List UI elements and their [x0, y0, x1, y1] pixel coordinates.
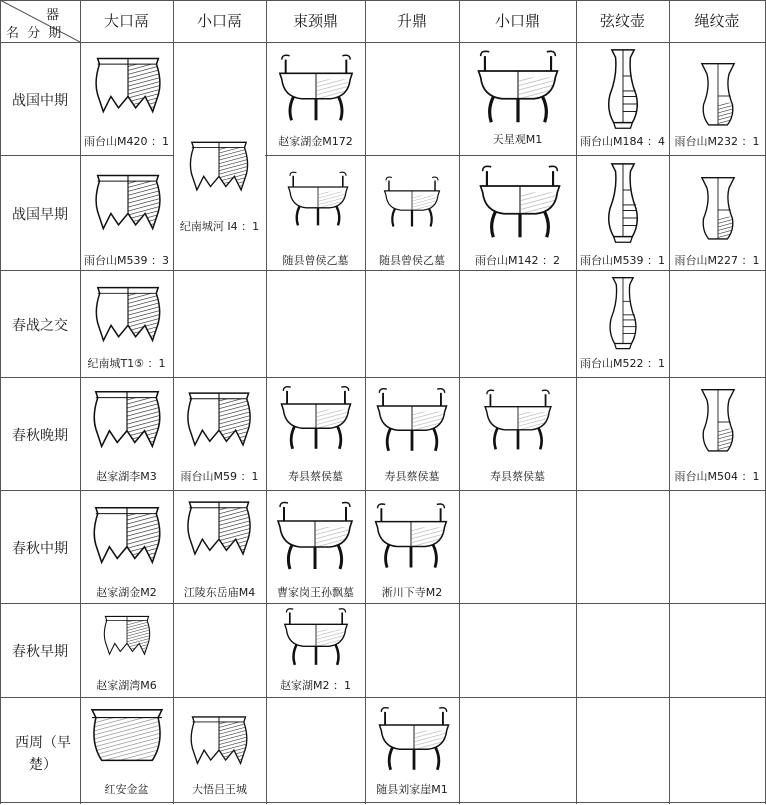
vessel-drawing-hu: [604, 276, 642, 352]
vessel-drawing-ding: [274, 380, 358, 456]
vessel-drawing-ding: [470, 48, 566, 126]
period-label: 春秋晚期: [12, 428, 68, 444]
vessel-drawing-li: [90, 282, 166, 348]
vessel-drawing-ding: [472, 160, 568, 244]
vessel-drawing-ding: [272, 50, 360, 126]
caption: 淅川下寺M2: [381, 586, 443, 599]
vessel-drawing-li: [100, 610, 154, 662]
caption: 寿县蔡侯墓: [288, 470, 343, 483]
caption: 红安金盆: [104, 783, 149, 796]
vessel-drawing-hu: [694, 388, 742, 456]
caption: 雨台山M504 ：1: [674, 470, 760, 483]
table-rule: [459, 0, 460, 804]
vessel-drawing-li: [182, 384, 256, 456]
caption: 雨台山M420 ：1: [84, 135, 169, 148]
vessel-drawing-li: [88, 496, 166, 576]
caption: 雨台山M59 ：1: [180, 470, 259, 483]
table-rule: [0, 490, 765, 491]
caption: 雨台山M232 ：1: [674, 135, 760, 148]
vessel-drawing-li: [90, 50, 166, 122]
table-rule: [365, 0, 366, 804]
caption: 随县曾侯乙墓: [282, 254, 349, 267]
vessel-drawing-li: [182, 496, 256, 562]
table-rule: [0, 155, 765, 156]
vessel-drawing-hu: [694, 62, 742, 130]
vessel-drawing-ding: [278, 606, 354, 668]
period-label: 战国中期: [12, 93, 68, 109]
caption: 赵家湖湾M6: [96, 679, 157, 692]
table-rule: [0, 42, 765, 43]
column-header-shengding: 升鼎: [396, 12, 427, 30]
period-label: 战国早期: [12, 207, 68, 223]
table-rule: [173, 0, 174, 804]
column-header-shengwenhu: 绳纹壶: [694, 12, 740, 30]
caption: 纪南城T1⑤ ：1: [87, 357, 166, 370]
vessel-drawing-ding: [370, 384, 454, 456]
period-label: 西周（早楚）: [15, 735, 71, 773]
caption: 雨台山M539 ：3: [84, 254, 169, 267]
table-rule: [0, 697, 765, 698]
vessel-drawing-ding: [282, 168, 354, 230]
vessel-drawing-li: [88, 384, 166, 456]
caption: 赵家湖M2 ：1: [280, 679, 351, 692]
caption: 江陵东岳庙M4: [183, 586, 256, 599]
vessel-drawing-li: [185, 130, 253, 204]
caption: 随县曾侯乙墓: [379, 254, 445, 267]
caption: 赵家湖金M2: [96, 586, 157, 599]
vessel-drawing-li: [184, 712, 254, 770]
vessel-drawing-li: [90, 168, 166, 238]
caption: 寿县蔡侯墓: [384, 470, 440, 483]
caption: 雨台山M522 ：1: [580, 357, 665, 370]
caption: 雨台山M227 ：1: [674, 254, 760, 267]
table-rule: [0, 0, 765, 1]
table-rule: [0, 377, 765, 378]
caption: 大悟吕王城: [192, 783, 247, 796]
table-rule: [0, 603, 765, 604]
vessel-drawing-ding: [374, 176, 450, 228]
caption: 雨台山M184 ：4: [580, 135, 665, 148]
caption: 天星观M1: [492, 133, 543, 146]
table-rule: [0, 270, 765, 271]
vessel-drawing-ding: [270, 496, 360, 576]
period-label: 春秋早期: [12, 644, 68, 660]
caption: 随县刘家崖M1: [376, 783, 448, 796]
caption: 寿县蔡侯墓: [490, 470, 545, 483]
vessel-drawing-hu: [604, 162, 642, 246]
vessel-drawing-hu: [694, 176, 742, 244]
table-rule: [0, 802, 765, 803]
period-label: 春秋中期: [12, 541, 68, 557]
caption: 纪南城河 I4 ：1: [179, 220, 260, 233]
column-header-xianwenhu: 弦纹壶: [599, 12, 645, 30]
column-header-shujingding: 束颈鼎: [292, 12, 338, 30]
caption: 赵家湖李M3: [96, 470, 157, 483]
table-rule: [669, 0, 670, 804]
caption: 雨台山M539 ：1: [580, 254, 665, 267]
corner-label-vessel: 器: [46, 8, 60, 23]
column-header-xiaokouli: 小口鬲: [196, 12, 242, 30]
caption: 赵家湖金M172: [278, 135, 353, 148]
caption: 雨台山M142 ：2: [475, 254, 560, 267]
vessel-drawing-ding: [372, 706, 456, 772]
period-label: 春战之交: [12, 318, 68, 334]
column-header-xiaokouding: 小口鼎: [494, 12, 540, 30]
vessel-drawing-ding: [368, 496, 454, 576]
caption: 曹家岗王孙飘墓: [277, 586, 354, 599]
vessel-drawing-hu: [604, 48, 642, 132]
table-rule: [0, 0, 1, 804]
vessel-drawing-ding: [478, 384, 558, 456]
table-rule: [576, 0, 577, 804]
vessel-drawing-pen: [88, 704, 166, 772]
corner-label-name-period: 名 分 期: [6, 26, 64, 41]
column-header-dakouli: 大口鬲: [103, 12, 149, 30]
